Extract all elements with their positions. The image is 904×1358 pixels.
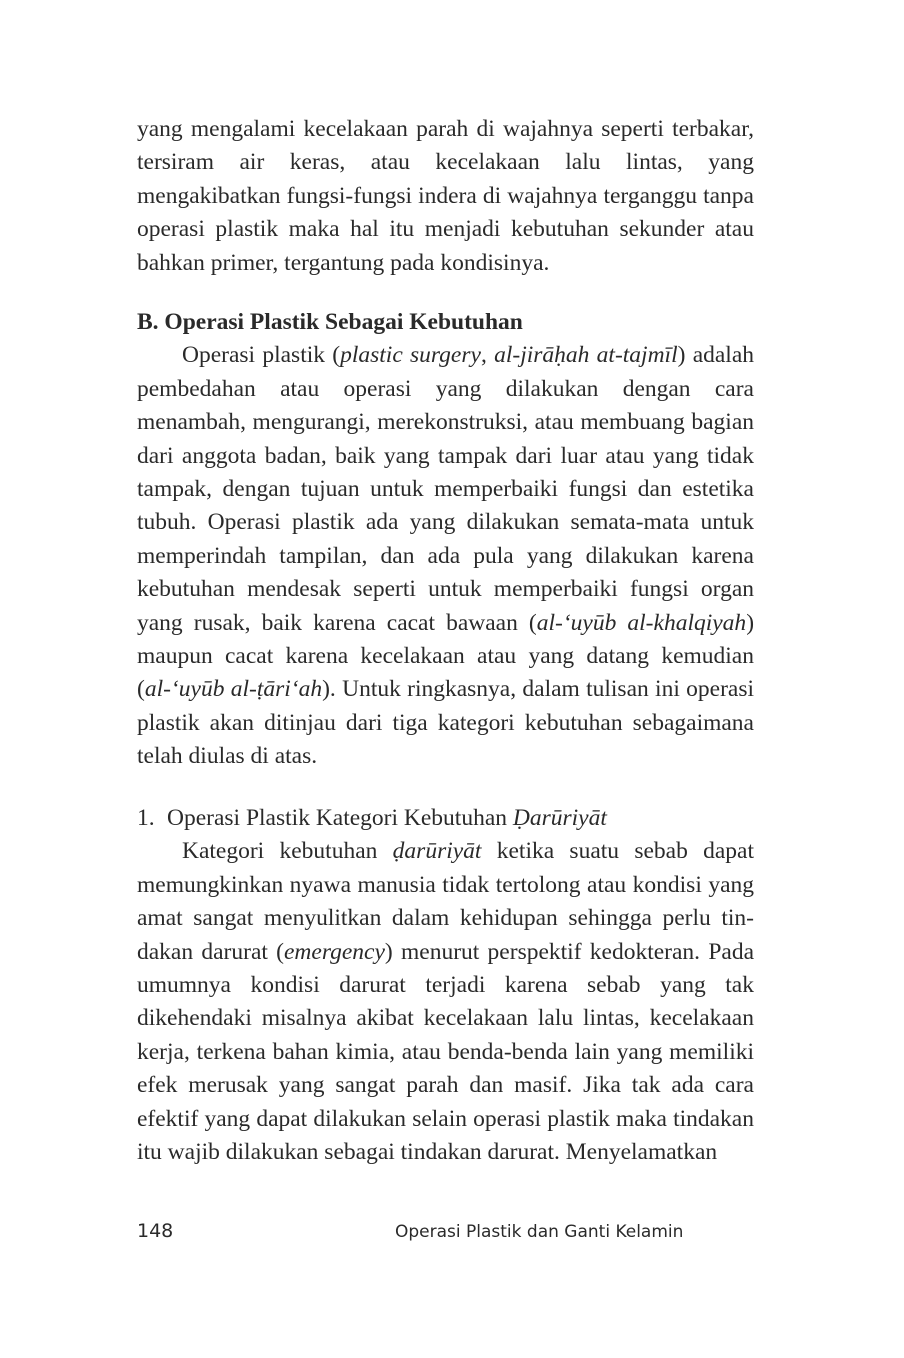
term-al-jirahah: al-jirāḥah at-tajmīl (494, 342, 678, 369)
term-al-uyub-al-khalqiyah: al-‘uyūb al-khalqiyah (536, 609, 747, 636)
section-b-text-b: , (480, 342, 495, 369)
section-1-number: 1. (137, 805, 155, 831)
section-1-text-a: Kategori kebutuhan (182, 838, 393, 865)
section-b (137, 306, 754, 774)
section-1 (137, 802, 754, 1169)
section-1-heading-text: Operasi Plastik Kategori Kebutuhan (167, 805, 513, 831)
section-b-text-e: ). Untuk ringkasnya, dalam tulisan ini operasi plastik akan ditinjau dari tiga kategori kebutuhan sebagaimana telah diulas di atas. (137, 676, 754, 770)
section-1-paragraph (137, 835, 754, 1169)
section-1-text-c: ) menurut perspektif kedokteran. Pada umumnya kondisi darurat terjadi karena sebab yang tak dikehendaki misalnya akibat kecelakaan lalu lintas, kecelakaan kerja, terkena bahan kimia, atau benda-benda lain yang memiliki efek merusak yang sangat parah dan masif. Jika tak ada cara efektif yang dapat dilakukan selain operasi plastik maka tindakan itu wajib dilakukan sebagai tindakan darurat. Menyelamatkan (137, 938, 754, 1166)
running-title: Operasi Plastik dan Ganti Kelamin (395, 1222, 684, 1242)
term-emergency: emergency (284, 938, 385, 965)
page-footer (137, 1220, 754, 1250)
intro-paragraph (137, 113, 754, 280)
term-daruriyat: ḍarūriyāt (392, 838, 482, 865)
section-b-text-d: ) maupun cacat karena kecelakaan atau yang datang kemudian ( (137, 609, 755, 703)
intro-text: yang mengalami kecelakaan parah di wajahnya seperti terbakar, tersiram air keras, atau kecelakaan lalu lintas, yang mengakibatkan fungsi-fungsi indera di wajahnya terganggu tanpa operasi plastik maka hal itu menjadi kebutuhan sekunder atau bahkan primer, tergantung pada kondisinya. (137, 116, 754, 276)
term-plastic-surgery: plastic surgery (340, 342, 481, 369)
section-b-text-c: ) adalah pembedahan atau operasi yang dilakukan dengan cara menambah, mengurangi, merekonstruksi, atau membuang bagian dari anggota badan, baik yang tampak dari luar atau yang tidak tampak, dengan tujuan untuk memperbaiki fungsi dan estetika tubuh. Operasi plastik ada yang dilakukan semata-mata untuk memperindah tampilan, dan ada pula yang dilakukan karena kebutuhan mendesak seperti untuk memperbaiki fungsi organ yang rusak, baik karena cacat bawaan ( (137, 342, 755, 636)
section-1-text-b: ketika suatu sebab dapat memungkinkan nyawa manusia tidak tertolong atau kondisi yang amat sangat menyulitkan dalam kehidupan sehingga perlu tin-dakan darurat ( (137, 838, 754, 965)
page-number: 148 (137, 1220, 174, 1242)
section-1-heading (137, 802, 754, 835)
section-b-heading: B. Operasi Plastik Sebagai Kebutuhan (137, 309, 523, 335)
section-b-text-a: Operasi plastik ( (182, 342, 341, 369)
section-1-heading-term: Ḍarūriyāt (512, 805, 607, 831)
section-b-paragraph (137, 339, 754, 773)
term-al-uyub-al-tariah: al-‘uyūb al-ṭāri‘ah (144, 676, 323, 703)
